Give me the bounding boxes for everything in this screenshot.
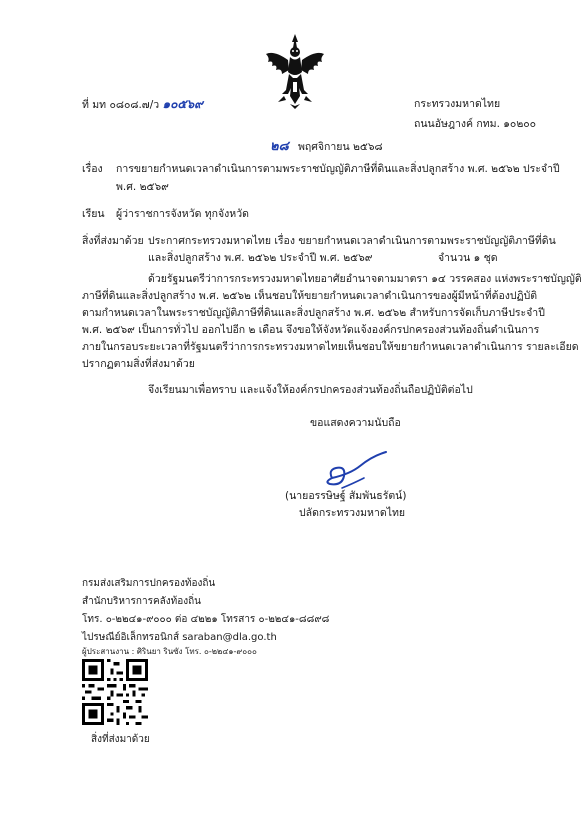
subject-line-2: พ.ศ. ๒๕๖๙ <box>116 181 169 193</box>
handwritten-reference-number: ๑๐๕๖๙ <box>162 97 203 111</box>
salutation: ขอแสดงความนับถือ <box>310 417 401 429</box>
recipient-value: ผู้ว่าราชการจังหวัด ทุกจังหวัด <box>116 208 249 220</box>
signer-name: (นายอรรษิษฐ์ สัมพันธรัตน์) <box>285 490 407 502</box>
agency-name: กระทรวงมหาดไทย <box>414 98 501 110</box>
attachment-label: สิ่งที่ส่งมาด้วย <box>82 235 144 247</box>
body-line-2: ภาษีที่ดินและสิ่งปลูกสร้าง พ.ศ. ๒๕๖๒ เห็นชอบให้ขยายกำหนดเวลาดำเนินการของผู้มีหน้าที่ต้องปฏิบัติ <box>82 290 538 302</box>
body-line-6: ปรากฏตามสิ่งที่ส่งมาด้วย <box>82 358 195 370</box>
footer-phone: โทร. ๐-๒๒๔๑-๙๐๐๐ ต่อ ๔๒๒๑ โทรสาร ๐-๒๒๔๑-๘๘๙๘ <box>82 614 330 625</box>
footer-department: กรมส่งเสริมการปกครองท้องถิ่น <box>82 578 216 589</box>
recipient-label: เรียน <box>82 208 105 220</box>
footer-email: ไปรษณีย์อิเล็กทรอนิกส์ saraban@dla.go.th <box>82 632 277 643</box>
body-line-4: พ.ศ. ๒๕๖๙ เป็นการทั่วไป ออกไปอีก ๒ เดือน จึงขอให้จังหวัดแจ้งองค์กรปกครองส่วนท้องถิ่นดำเนินการ <box>82 324 540 336</box>
letter-date: ๒๘ พฤศจิกายน ๒๕๖๘ <box>270 139 383 154</box>
footer-coordinator: ผู้ประสานงาน : ศิรินยา รินซัง โทร. ๐-๒๒๔๑-๙๐๐๐ <box>82 647 257 656</box>
subject-line-1: การขยายกำหนดเวลาดำเนินการตามพระราชบัญญัติภาษีที่ดินและสิ่งปลูกสร้าง พ.ศ. ๒๕๖๒ ประจำปี <box>116 163 560 175</box>
qr-caption: สิ่งที่ส่งมาด้วย <box>91 734 150 745</box>
body-line-5: ภายในกรอบระยะเวลาที่รัฐมนตรีว่าการกระทรวงมหาดไทยเห็นชอบให้ขยายกำหนดเวลาดำเนินการ รายละเอียด <box>82 341 579 353</box>
body-line-1: ด้วยรัฐมนตรีว่าการกระทรวงมหาดไทยอาศัยอำนาจตามมาตรา ๑๔ วรรคสอง แห่งพระราชบัญญัติ <box>148 273 582 285</box>
attachment-line-2: และสิ่งปลูกสร้าง พ.ศ. ๒๕๖๒ ประจำปี พ.ศ. ๒๕๖๙ <box>148 252 373 264</box>
attachment-count: จำนวน ๑ ชุด <box>438 252 498 264</box>
attachment-line-1: ประกาศกระทรวงมหาดไทย เรื่อง ขยายกำหนดเวลาดำเนินการตามพระราชบัญญัติภาษีที่ดิน <box>148 235 556 247</box>
handwritten-date-day: ๒๘ <box>270 139 289 154</box>
agency-address: ถนนอัษฎางค์ กทม. ๑๐๒๐๐ <box>414 118 537 130</box>
footer-office: สำนักบริหารการคลังท้องถิ่น <box>82 596 202 607</box>
garuda-emblem <box>262 32 328 110</box>
reference-number: ที่ มท ๐๘๐๘.๗/ว ๑๐๕๖๙ <box>82 97 203 111</box>
signer-position: ปลัดกระทรวงมหาดไทย <box>299 507 406 519</box>
body-line-3: ตามกำหนดเวลาในพระราชบัญญัติภาษีที่ดินและสิ่งปลูกสร้าง พ.ศ. ๒๕๖๒ สำหรับการจัดเก็บภาษีประจำปี <box>82 307 545 319</box>
qr-code[interactable] <box>82 659 148 725</box>
closing-request: จึงเรียนมาเพื่อทราบ และแจ้งให้องค์กรปกครองส่วนท้องถิ่นถือปฏิบัติต่อไป <box>148 384 473 396</box>
subject-label: เรื่อง <box>82 163 103 175</box>
handwritten-signature <box>320 448 392 494</box>
